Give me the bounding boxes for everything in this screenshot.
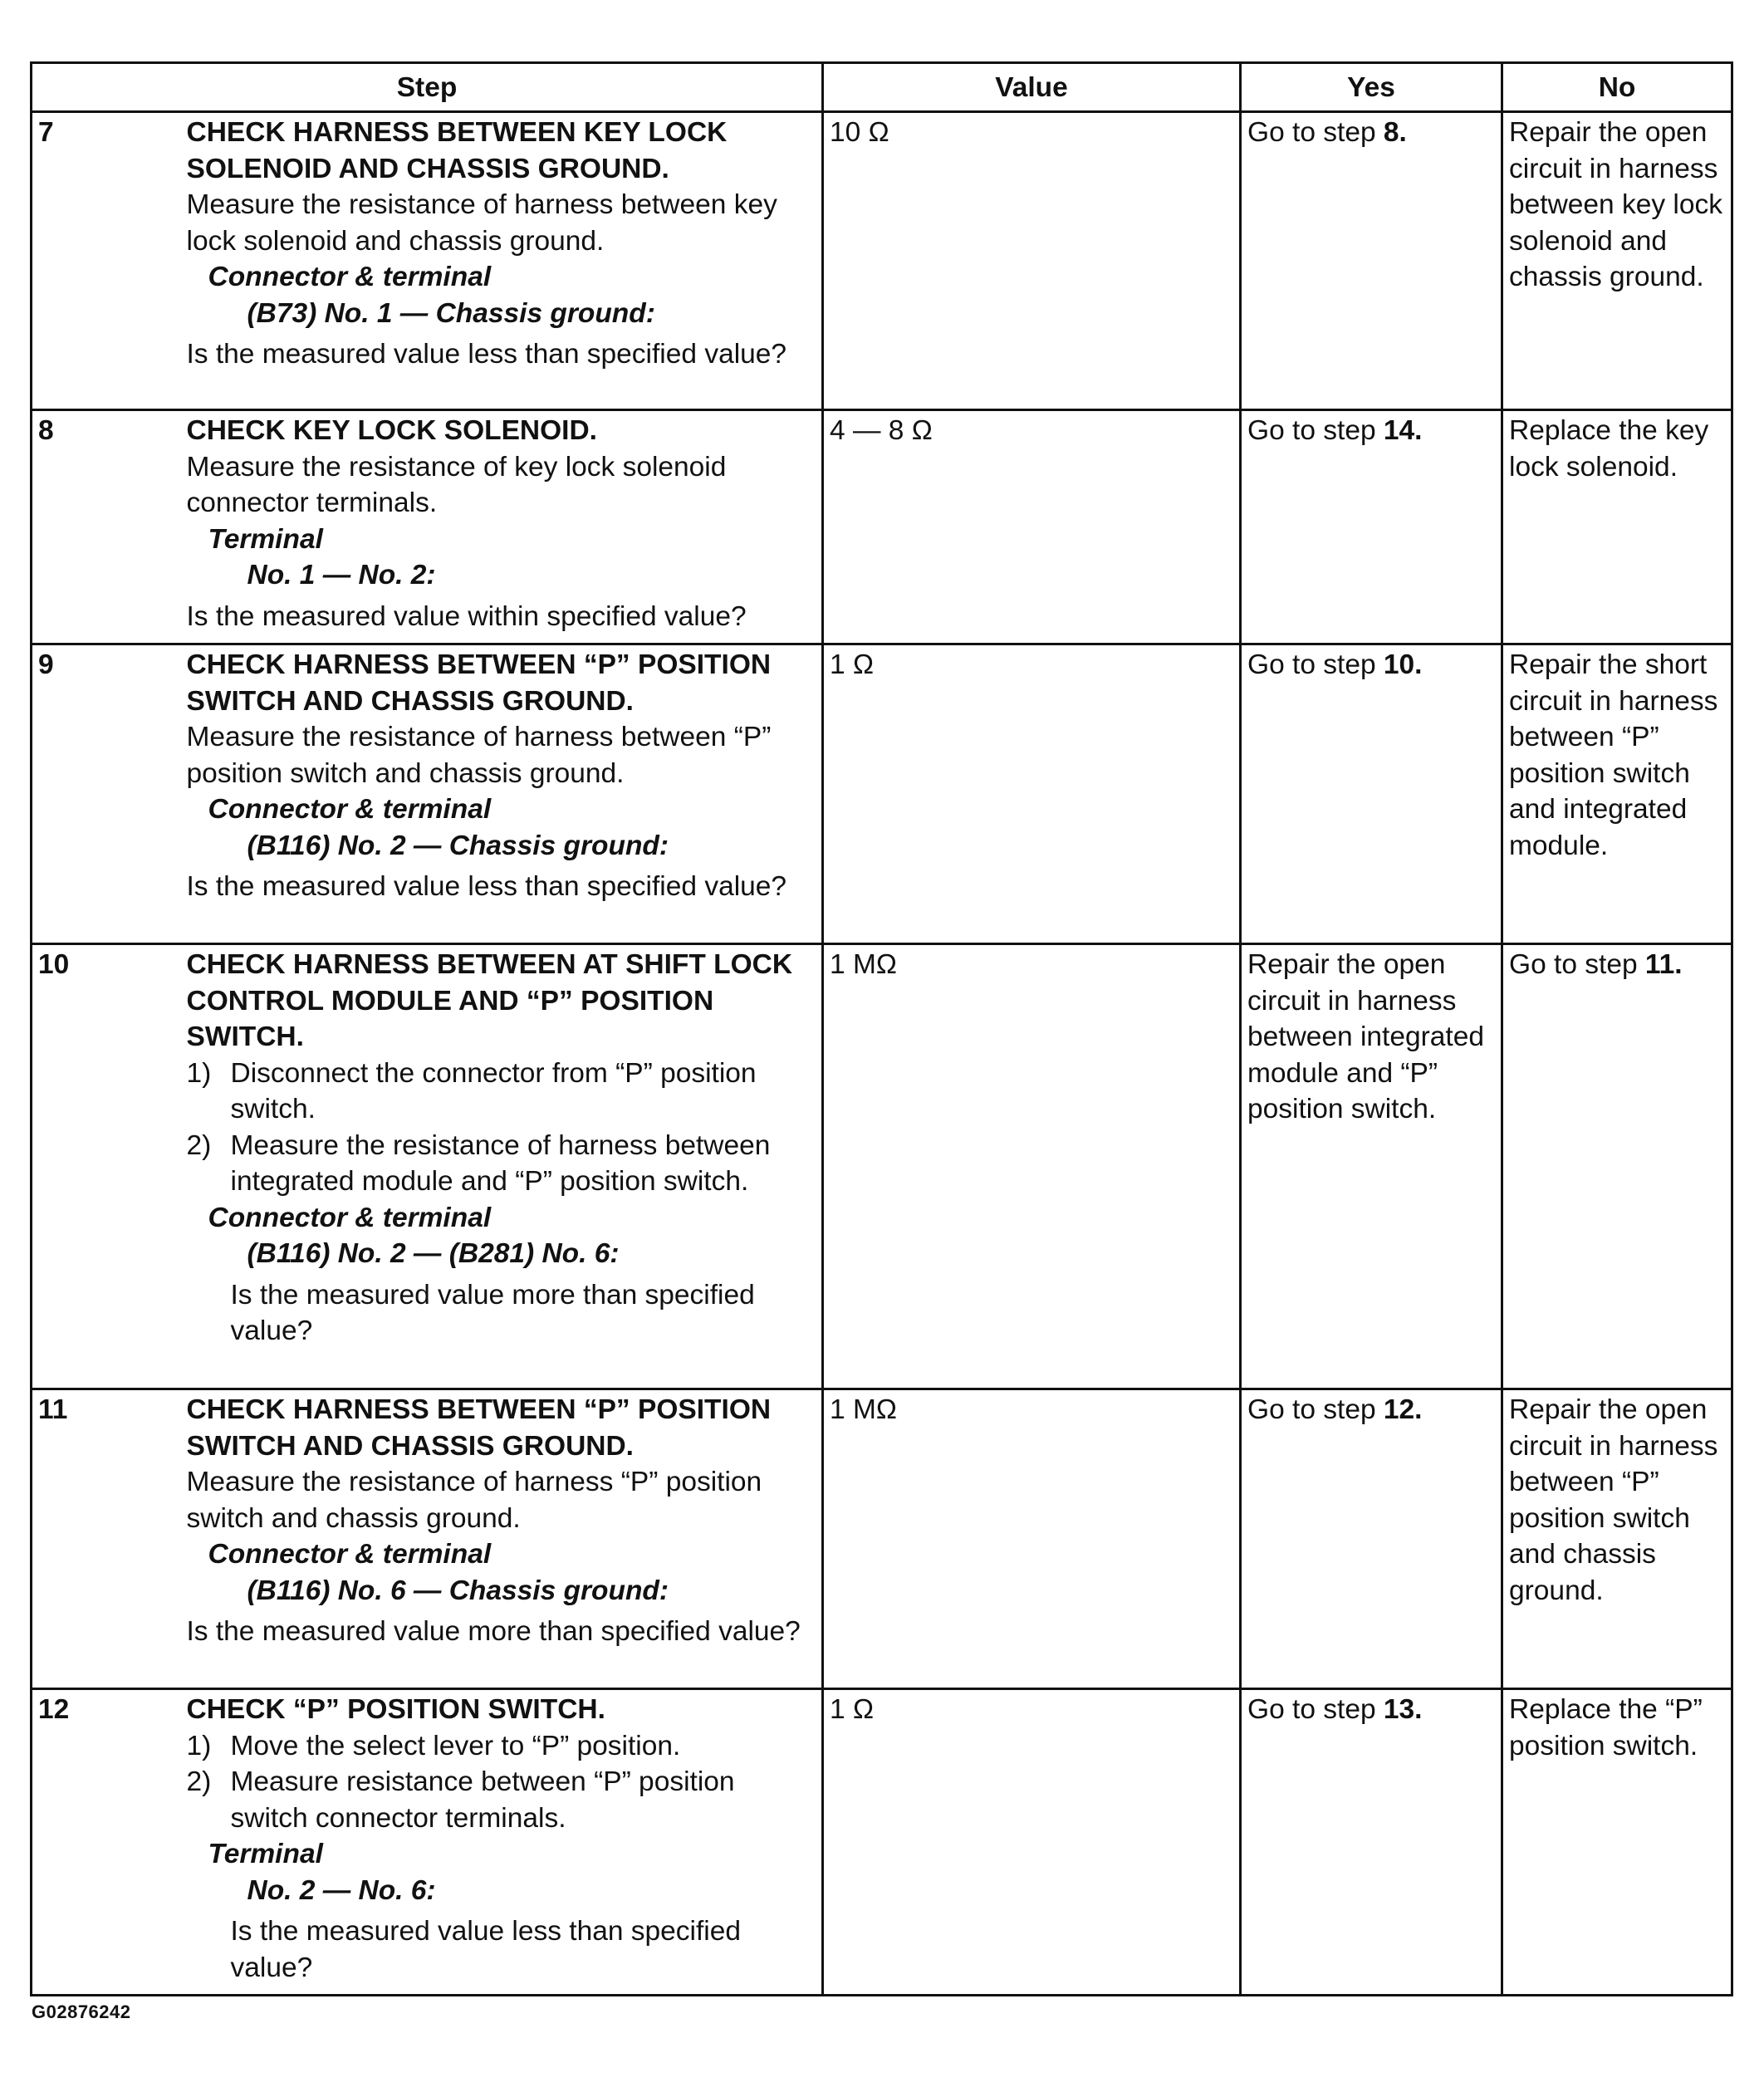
step-question: Is the measured value more than specified value?: [186, 1616, 801, 1647]
table-row: [32, 1389, 1732, 1689]
terminal-spec: No. 1 — No. 2:: [247, 560, 436, 590]
terminal-label: Connector & terminal: [208, 1539, 492, 1570]
step-question: Is the measured value within specified value?: [186, 600, 747, 632]
step-text: Measure the resistance of harness between “P” position switch and chassis ground.: [186, 722, 772, 789]
step-text: Measure the resistance of key lock solenoid connector terminals.: [186, 451, 727, 518]
yes-step-link: 12.: [1383, 1394, 1423, 1425]
terminal-spec: (B116) No. 2 — (B281) No. 6:: [247, 1238, 620, 1269]
terminal-spec: (B73) No. 1 — Chassis ground:: [247, 297, 655, 329]
step-title: CHECK HARNESS BETWEEN “P” POSITION SWITCH AND CHASSIS GROUND.: [186, 1394, 772, 1462]
yes-cell: Repair the open circuit in harness between integrated module and “P” position switch.: [1241, 944, 1502, 1389]
step-description: [181, 1689, 823, 1996]
step-number: 10: [32, 944, 181, 1389]
no-cell: Replace the key lock solenoid.: [1502, 410, 1732, 644]
terminal-label: Terminal: [208, 1839, 323, 1869]
no-cell: [1502, 944, 1732, 1389]
step-number: 11: [32, 1389, 181, 1689]
table-row: [32, 112, 1732, 410]
step-number: 8: [32, 410, 181, 644]
terminal-spec: No. 2 — No. 6:: [247, 1874, 436, 1906]
step-question: Is the measured value less than specified value?: [230, 1916, 742, 1983]
item-number: 1): [186, 1730, 212, 1761]
yes-prefix: Go to step: [1247, 117, 1384, 148]
item-text: Disconnect the connector from “P” position switch.: [230, 1057, 757, 1124]
value-cell: 1 MΩ: [823, 944, 1241, 1389]
step-question: Is the measured value less than specified value?: [186, 339, 787, 370]
diagnostic-table-container: [30, 61, 1731, 1996]
figure-caption: G02876242: [32, 2001, 131, 2022]
yes-cell: [1241, 112, 1502, 410]
step-title: CHECK KEY LOCK SOLENOID.: [186, 415, 597, 446]
value-cell: 10 Ω: [823, 112, 1241, 410]
item-text: Measure the resistance of harness between integrated module and “P” position switch.: [230, 1129, 771, 1197]
table-row: [32, 410, 1732, 644]
item-number: 1): [186, 1057, 212, 1089]
yes-step-link: 14.: [1383, 415, 1423, 446]
table-row: [32, 1689, 1732, 1996]
header-value: Value: [823, 63, 1241, 112]
step-question: Is the measured value less than specified value?: [186, 871, 787, 902]
step-description: [181, 644, 823, 944]
value-cell: 1 Ω: [823, 1689, 1241, 1996]
value-cell: 4 — 8 Ω: [823, 410, 1241, 644]
no-step-link: 11.: [1644, 949, 1683, 980]
step-number: 7: [32, 112, 181, 410]
procedure-item: [187, 1728, 816, 1765]
header-yes: Yes: [1241, 63, 1502, 112]
step-number: 9: [32, 644, 181, 944]
no-cell: Replace the “P” position switch.: [1502, 1689, 1732, 1996]
table-row: [32, 944, 1732, 1389]
step-title: CHECK HARNESS BETWEEN KEY LOCK SOLENOID AND CHASSIS GROUND.: [186, 117, 728, 184]
procedure-item: [187, 1764, 816, 1836]
terminal-spec: (B116) No. 6 — Chassis ground:: [247, 1575, 669, 1606]
step-title: CHECK HARNESS BETWEEN AT SHIFT LOCK CONTROL MODULE AND “P” POSITION SWITCH.: [186, 949, 793, 1052]
no-cell: Repair the open circuit in harness between “P” position switch and chassis ground.: [1502, 1389, 1732, 1689]
item-text: Measure resistance between “P” position switch connector terminals.: [230, 1766, 735, 1834]
header-row: [32, 63, 1732, 112]
no-cell: Repair the short circuit in harness between “P” position switch and integrated module.: [1502, 644, 1732, 944]
terminal-label: Connector & terminal: [208, 1202, 492, 1233]
step-description: [181, 112, 823, 410]
step-description: [181, 410, 823, 644]
step-description: [181, 1389, 823, 1689]
value-cell: 1 MΩ: [823, 1389, 1241, 1689]
step-text: Measure the resistance of harness “P” position switch and chassis ground.: [186, 1467, 762, 1534]
header-no: No: [1502, 63, 1732, 112]
terminal-label: Connector & terminal: [208, 794, 492, 825]
yes-prefix: Go to step: [1247, 415, 1384, 446]
step-title: CHECK “P” POSITION SWITCH.: [186, 1694, 605, 1725]
yes-step-link: 8.: [1383, 117, 1407, 148]
step-title: CHECK HARNESS BETWEEN “P” POSITION SWITCH AND CHASSIS GROUND.: [186, 649, 772, 717]
yes-step-link: 13.: [1383, 1694, 1423, 1725]
yes-prefix: Go to step: [1247, 1394, 1384, 1425]
step-number: 12: [32, 1689, 181, 1996]
item-text: Move the select lever to “P” position.: [230, 1730, 681, 1761]
terminal-label: Terminal: [208, 523, 323, 555]
yes-cell: [1241, 644, 1502, 944]
no-prefix: Go to step: [1509, 949, 1645, 980]
step-description: [181, 944, 823, 1389]
terminal-spec: (B116) No. 2 — Chassis ground:: [247, 830, 669, 861]
value-cell: 1 Ω: [823, 644, 1241, 944]
procedure-item: [187, 1128, 816, 1200]
yes-prefix: Go to step: [1247, 1694, 1384, 1725]
yes-cell: [1241, 410, 1502, 644]
no-cell: Repair the open circuit in harness between key lock solenoid and chassis ground.: [1502, 112, 1732, 410]
step-text: Measure the resistance of harness between key lock solenoid and chassis ground.: [186, 189, 777, 257]
yes-cell: [1241, 1689, 1502, 1996]
diagnostic-table: [30, 61, 1733, 1996]
yes-cell: [1241, 1389, 1502, 1689]
yes-prefix: Go to step: [1247, 649, 1384, 680]
table-row: [32, 644, 1732, 944]
step-question: Is the measured value more than specified value?: [230, 1279, 755, 1346]
item-number: 2): [186, 1766, 212, 1797]
item-number: 2): [186, 1129, 212, 1161]
yes-step-link: 10.: [1383, 649, 1423, 680]
terminal-label: Connector & terminal: [208, 262, 492, 292]
procedure-item: [187, 1056, 816, 1128]
header-step: Step: [32, 63, 823, 112]
